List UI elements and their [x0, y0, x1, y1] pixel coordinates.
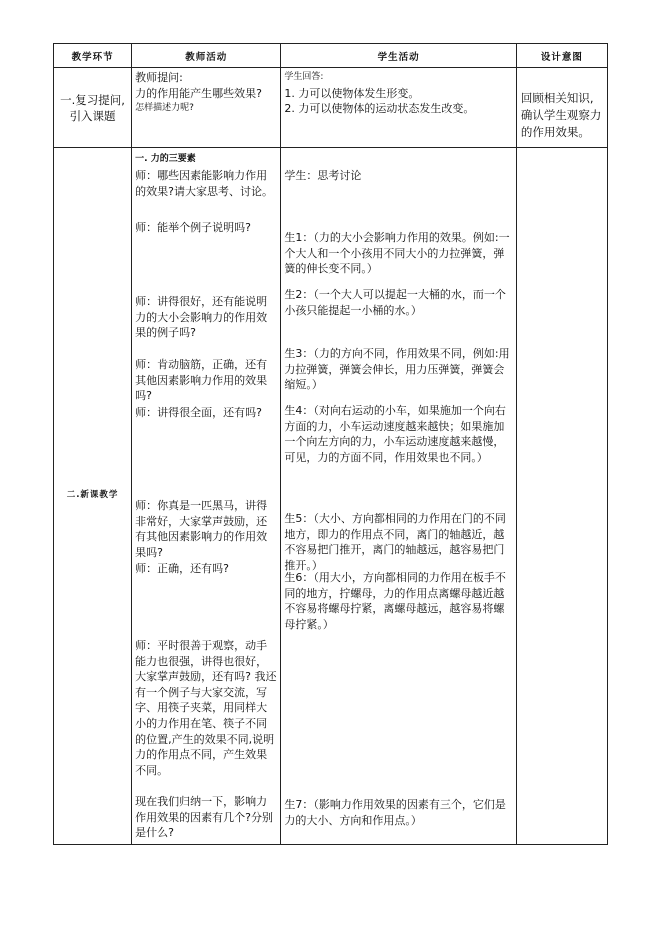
review-student-line: 1. 力可以使物体发生形变。: [284, 86, 420, 100]
review-row: [54, 68, 608, 148]
student-line: 生1：（力的大小会影响力作用的效果。例如:一个大人和一个小孩用不同大小的力拉弹簧，弹簧的伸长变不同。）: [284, 231, 510, 276]
review-teacher-line: 怎样描述力呢?: [135, 103, 194, 114]
student-line: 生5：（大小、方向都相同的力作用在门的不同地方，即力的作用点不同，离门的轴越近，越不容易把门推开，离门的轴越远，越容易把门推开。）: [284, 512, 506, 572]
teacher-line: 师：肯动脑筋，正确，还有其他因素影响力作用的效果吗?: [135, 358, 268, 403]
review-design-cell: [516, 68, 607, 148]
header-stage: 教学环节: [54, 44, 132, 68]
teacher-line: 师：讲得很全面，还有吗?: [135, 406, 262, 419]
newlesson-stage: 二.新课教学: [66, 490, 119, 501]
teacher-line: 师：能举个例子说明吗?: [135, 221, 251, 234]
student-line: 生7：（影响力作用效果的因素有三个，它们是力的大小、方向和作用点。）: [284, 798, 506, 827]
newlesson-stage-cell: [54, 148, 132, 845]
review-teacher-line: 教师提问:: [135, 71, 183, 84]
teacher-line: 师：哪些因素能影响力作用的效果?请大家思考、讨论。: [135, 169, 273, 198]
newlesson-student-cell: [281, 148, 516, 845]
teacher-line: 师：你真是一匹黑马，讲得非常好，大家掌声鼓励，还有其他因素影响力的作用效果吗?: [135, 499, 268, 559]
teacher-section-title: 一. 力的三要素: [135, 154, 196, 164]
newlesson-row: [54, 148, 608, 845]
teacher-line: 现在我们归纳一下，影响力作用效果的因素有几个?分别是什么?: [135, 795, 273, 840]
header-student: 学生活动: [281, 44, 516, 68]
teacher-line: 师：平时很善于观察，动手能力也很强，讲得也很好，大家掌声鼓励，还有吗? 我还有一个例子与大家交流，写字、用筷子夹菜，用同样大小的力作用在笔、筷子不同的位置,产生的效果不同,说明力的作用点不同，产生效果不同。: [135, 639, 277, 777]
student-line: 生3：（力的方向不同，作用效果不同，例如:用力拉弹簧，弹簧会伸长，用力压弹簧，弹簧会缩短。）: [284, 347, 510, 392]
review-stage-cell: [54, 68, 132, 148]
review-teacher-cell: [132, 68, 281, 148]
student-line: 生2：（一个大人可以提起一大桶的水，而一个小孩只能提起一小桶的水。）: [284, 288, 506, 317]
header-teacher: 教师活动: [132, 44, 281, 68]
student-line: 生4：（对向右运动的小车，如果施加一个向右方面的力，小车运动速度越来越快；如果施加一个向左方向的力，小车运动速度越来越慢，可见，力的方面不同，作用效果也不同。）: [284, 404, 506, 464]
review-student-cell: [281, 68, 516, 148]
teacher-line: 师：讲得很好，还有能说明力的大小会影响力的作用效果的例子吗?: [135, 295, 268, 340]
lesson-plan-table: [53, 43, 608, 845]
header-design: 设计意图: [516, 44, 607, 68]
header-row: [54, 44, 608, 68]
review-stage: 一.复习提问,引入课题: [60, 92, 125, 123]
teacher-line: 师：正确，还有吗?: [135, 562, 229, 575]
student-line: 学生：思考讨论: [284, 169, 362, 182]
review-student-line: 学生回答:: [284, 72, 324, 82]
newlesson-teacher-cell: [132, 148, 281, 845]
review-student-line: 2. 力可以使物体的运动状态发生改变。: [284, 102, 475, 116]
review-design: 回顾相关知识,确认学生观察力的作用效果。: [520, 91, 602, 139]
review-teacher-line: 力的作用能产生哪些效果?: [135, 86, 262, 100]
newlesson-design-cell: [516, 148, 607, 845]
student-line: 生6：（用大小，方向都相同的力作用在板手不同的地方，拧螺母，力的作用点离螺母越近越不容易将螺母拧紧，离螺母越远，越容易将螺母拧紧。）: [284, 571, 506, 631]
